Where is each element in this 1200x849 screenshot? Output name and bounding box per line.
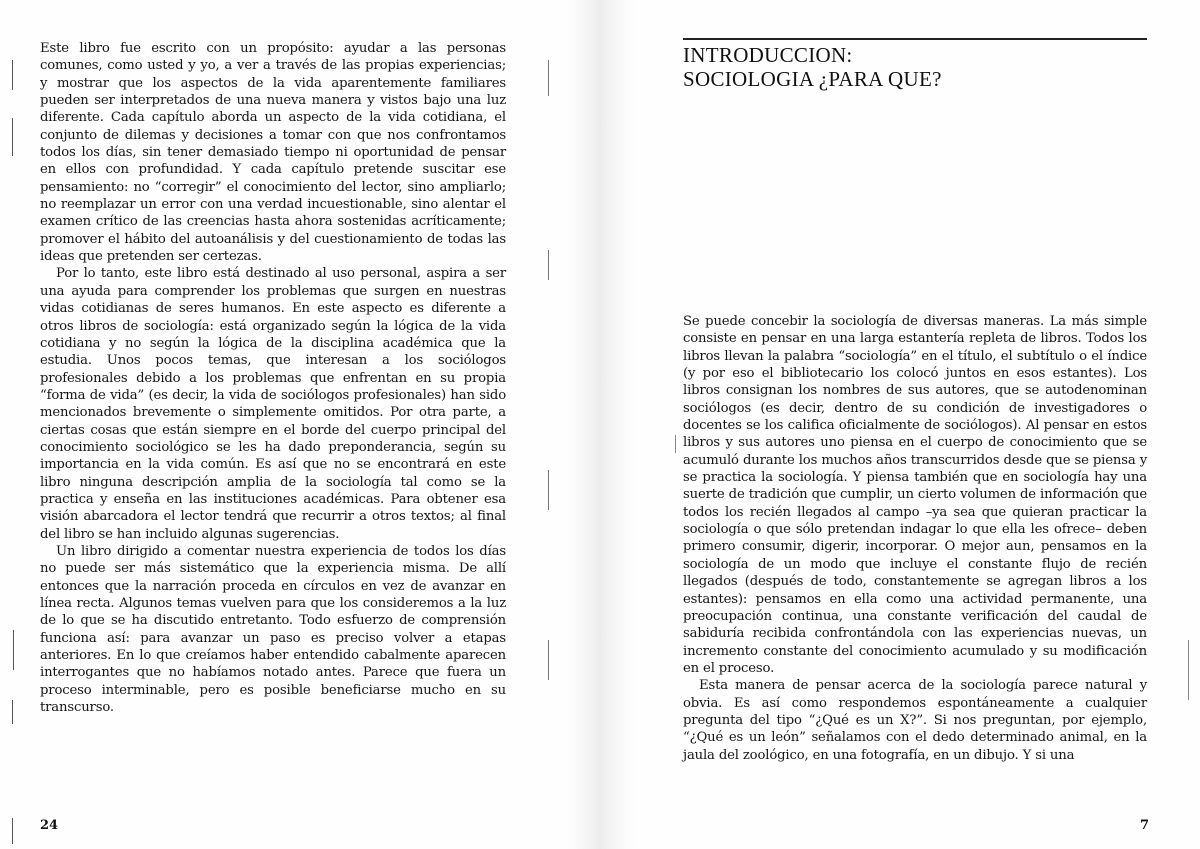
chapter-title — [683, 43, 1147, 91]
scan-artifact — [548, 470, 549, 510]
paragraph: Se puede concebir la sociología de diversas maneras. La más simple consiste en pensar en una larga estantería repleta de libros. Todos los libros llevan la palabra “sociología” en el título, el subtítulo o el índice (y por eso el bibliotecario los colocó juntos en esos estantes). Los libros consignan los nombres de sus autores, que se autodenominan sociólogos (es decir, dentro de su condición de investigadores o docentes se los califica oficialmente de sociólogos). Al pensar en estos libros y sus autores uno piensa en el cuerpo de conocimiento que se acumuló durante los muchos años transcurridos desde que se piensa y se practica la sociología. Y piensa también que en sociología hay una suerte de tradición que cumplir, un cierto volumen de información que todos los recién llegados al campo –ya sea que quieran practicar la sociología o que sólo pretendan indagar lo que ella les ofrece– deben primero consumir, digerir, incorporar. O mejor aun, pensamos en la sociología de un modo que incluye el constante flujo de recién llegados (después de todo, constantemente se agregan libros a los estantes): pensamos en ella como una actividad permanente, una preocupación continua, una constante verificación del caudal de sabiduría recibida confrontándola con las experiencias nuevas, un incremento constante del conocimiento acumulado y su modificación en el proceso. — [683, 314, 1147, 676]
right-page — [635, 0, 1200, 849]
right-page-body — [683, 313, 1147, 764]
scan-artifact — [12, 818, 13, 844]
paragraph: Un libro dirigido a comentar nuestra experiencia de todos los días no puede ser más sistemático que la experiencia misma. De allí entonces que la narración proceda en círculos en vez de avanzar en línea recta. Algunos temas vuelven para que los consideremos a la luz de lo que se ha discutido entretanto. Todo esfuerzo de comprensión funciona así: para avanzar un paso es preciso volver a etapas anteriores. En lo que creíamos haber entendido cabalmente aparecen interrogantes que no habíamos notado antes. Parece que fuera un proceso interminable, pero es posible beneficiarse mucho en su transcurso. — [40, 543, 506, 716]
page-number: 7 — [1140, 818, 1150, 833]
scan-artifact — [548, 250, 549, 280]
scan-artifact — [548, 640, 549, 680]
chapter-title-line: SOCIOLOGIA ¿PARA QUE? — [683, 67, 942, 91]
book-gutter — [565, 0, 635, 849]
paragraph: Esta manera de pensar acerca de la sociología parece natural y obvia. Es así como respondemos espontáneamente a cualquier pregunta del tipo “¿Qué es un X?”. Si nos preguntan, por ejemplo, “¿Qué es un león” señalamos con el dedo determinado animal, en la jaula del zoológico, en una fotografía, en un dibujo. Y si una — [683, 678, 1147, 763]
paragraph: Por lo tanto, este libro está destinado al uso personal, aspira a ser una ayuda para comprender los problemas que surgen en nuestras vidas cotidianas de seres humanos. En este aspecto es diferente a otros libros de sociología: está organizado según la lógica de la vida cotidiana y no según la lógica de la disciplina académica que la estudia. Unos pocos temas, que interesan a los sociólogos profesionales debido a los problemas que enfrentan en su propia “forma de vida” (es decir, la vida de sociólogos profesionales) han sido mencionados brevemente o simplemente omitidos. Por otra parte, a ciertas cosas que están siempre en el borde del cuerpo principal del conocimiento sociológico se les ha dado preponderancia, según su importancia en la vida común. Es así que no se encontrará en este libro ninguna descripción amplia de la sociología tal como se la practica y enseña en las instituciones académicas. Para obtener esa visión abarcadora el lector tendrá que recurrir a otros textos; al final del libro se han incluido algunas sugerencias. — [40, 266, 506, 542]
scan-artifact — [675, 435, 676, 453]
scan-artifact — [12, 700, 13, 724]
left-page — [0, 0, 565, 849]
left-page-body — [40, 40, 506, 716]
page-number: 24 — [40, 818, 59, 833]
scan-artifact — [548, 60, 549, 96]
chapter-rule — [683, 38, 1147, 40]
scan-artifact — [12, 60, 13, 90]
scan-artifact — [13, 630, 14, 670]
scan-artifact — [12, 118, 13, 156]
scan-artifact — [1188, 640, 1189, 700]
chapter-title-line: INTRODUCCION: — [683, 43, 853, 67]
paragraph: Este libro fue escrito con un propósito: ayudar a las personas comunes, como usted y yo, a ver a través de las propias experiencias; y mostrar que los aspectos de la vida aparentemente familiares pueden ser interpretados de una nueva manera y vistos bajo una luz diferente. Cada capítulo aborda un aspecto de la vida cotidiana, el conjunto de dilemas y decisiones a tomar con que nos confrontamos todos los días, sin tener demasiado tiempo ni oportunidad de pensar en ellos con profundidad. Y cada capítulo pretende suscitar ese pensamiento: no “corregir” el conocimiento del lector, sino ampliarlo; no reemplazar un error con una verdad incuestionable, sino alentar el examen crítico de las creencias hasta ahora sostenidas acríticamente; promover el hábito del autoanálisis y del cuestionamiento de todas las ideas que pretenden ser certezas. — [40, 41, 506, 265]
